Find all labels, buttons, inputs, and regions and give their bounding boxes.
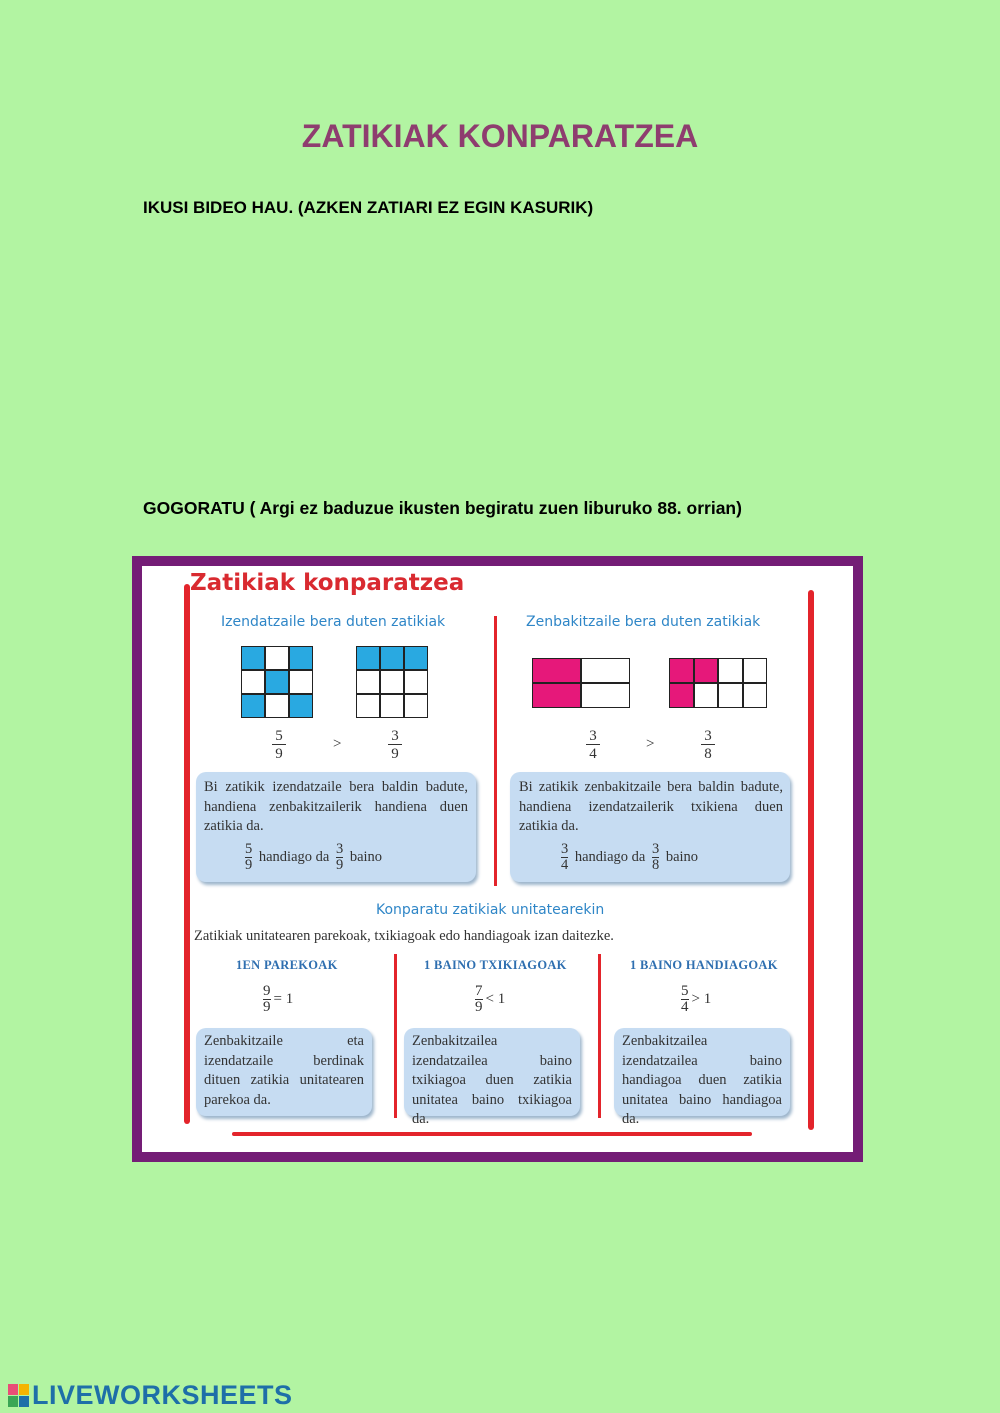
fraction-grid-3-4 — [532, 658, 630, 708]
greater-than-symbol: > — [333, 736, 342, 752]
col-greater-fraction: $\frac{5}{4}$ > 1 — [681, 983, 712, 1015]
fraction-grid-3-8 — [669, 658, 767, 708]
remember-note: GOGORATU ( Argi ez baduzue ikusten begiratu zuen liburuko 88. orrian) — [143, 498, 742, 518]
textbook-figure-frame — [132, 556, 863, 1162]
fraction-3-9: $\frac{3}{9}$ — [388, 728, 402, 762]
bottom-red-border — [232, 1132, 752, 1136]
right-rule-text: Bi zatikik zenbakitzaile bera baldin badute, handiena izendatzailerik txikiena duen zatikia da. — [519, 779, 783, 834]
grid-cell-filled — [380, 646, 404, 670]
grid-cell-filled — [241, 646, 265, 670]
col-less-text: Zenbakitzailea izendatzailea baino txikiagoa duen zatikia unitatea baino txikiagoa da. — [412, 1033, 572, 1127]
grid-cell-empty — [356, 694, 380, 718]
right-rule-compare: $\frac{3}{4}$ handiago da $\frac{3}{8}$ baino — [561, 841, 699, 873]
grid-cell-empty — [743, 658, 768, 683]
liveworksheets-logo-icon — [8, 1384, 30, 1408]
grid-cell-empty — [265, 646, 289, 670]
col-greater-text: Zenbakitzailea izendatzailea baino handiagoa duen zatikia unitatea baino handiagoa da. — [622, 1033, 782, 1127]
grid-cell-empty — [380, 694, 404, 718]
col-less-fraction: $\frac{7}{9}$ < 1 — [475, 983, 506, 1015]
grid-cell-filled — [265, 670, 289, 694]
grid-cell-empty — [356, 670, 380, 694]
col-equal-text: Zenbakitzaile eta izendatzaile berdinak dituen zatikia unitatearen parekoa da. — [204, 1033, 364, 1108]
textbook-figure — [142, 566, 853, 1152]
grid-cell-filled — [532, 658, 581, 683]
grid-cell-empty — [241, 670, 265, 694]
grid-cell-empty — [380, 670, 404, 694]
greater-than-symbol-right: > — [646, 736, 655, 752]
left-rule-compare: $\frac{5}{9}$ handiago da $\frac{3}{9}$ baino — [245, 841, 383, 873]
fraction-grid-5-9 — [241, 646, 313, 718]
fraction-5-9: $\frac{5}{9}$ — [272, 728, 286, 762]
grid-cell-filled — [356, 646, 380, 670]
grid-cell-empty — [743, 683, 768, 708]
grid-cell-empty — [404, 670, 428, 694]
grid-cell-filled — [532, 683, 581, 708]
video-instruction: IKUSI BIDEO HAU. (AZKEN ZATIARI EZ EGIN KASURIK) — [143, 198, 594, 217]
grid-cell-filled — [404, 646, 428, 670]
col-greater-header: 1 BAINO HANDIAGOAK — [630, 958, 778, 972]
unit-section-header: Konparatu zatikiak unitatearekin — [376, 902, 605, 918]
grid-cell-filled — [289, 646, 313, 670]
col-less-header: 1 BAINO TXIKIAGOAK — [424, 958, 567, 972]
grid-cell-filled — [694, 658, 719, 683]
right-red-border — [808, 590, 814, 1130]
grid-cell-filled — [669, 658, 694, 683]
grid-cell-empty — [718, 658, 743, 683]
grid-cell-filled — [669, 683, 694, 708]
grid-cell-empty — [581, 658, 630, 683]
col-equal-fraction: $\frac{9}{9}$ = 1 — [263, 983, 294, 1015]
grid-cell-empty — [694, 683, 719, 708]
bottom-divider-2 — [598, 954, 601, 1118]
figure-heading: Zatikiak konparatzea — [190, 570, 465, 596]
bottom-divider-1 — [394, 954, 397, 1118]
fraction-3-8: $\frac{3}{8}$ — [701, 728, 715, 762]
grid-cell-empty — [265, 694, 289, 718]
grid-cell-empty — [404, 694, 428, 718]
unit-section-intro: Zatikiak unitatearen parekoak, txikiagoak edo handiagoak izan daitezke. — [194, 928, 614, 944]
col-equal-header: 1EN PAREKOAK — [236, 958, 338, 972]
left-section-header: Izendatzaile bera duten zatikiak — [221, 614, 446, 630]
left-rule-text: Bi zatikik izendatzaile bera baldin badute, handiena zenbakitzailerik handiena duen zatikia da. — [204, 779, 468, 834]
grid-cell-empty — [581, 683, 630, 708]
grid-cell-filled — [241, 694, 265, 718]
right-section-header: Zenbakitzaile bera duten zatikiak — [526, 614, 761, 630]
grid-cell-filled — [289, 694, 313, 718]
grid-cell-empty — [289, 670, 313, 694]
grid-cell-empty — [718, 683, 743, 708]
fraction-3-4: $\frac{3}{4}$ — [586, 728, 600, 762]
page-title: ZATIKIAK KONPARATZEA — [301, 118, 699, 154]
fraction-grid-3-9 — [356, 646, 428, 718]
top-divider — [494, 616, 497, 886]
left-red-border — [184, 584, 190, 1124]
liveworksheets-logo[interactable]: LIVEWORKSHEETS — [32, 1380, 293, 1410]
